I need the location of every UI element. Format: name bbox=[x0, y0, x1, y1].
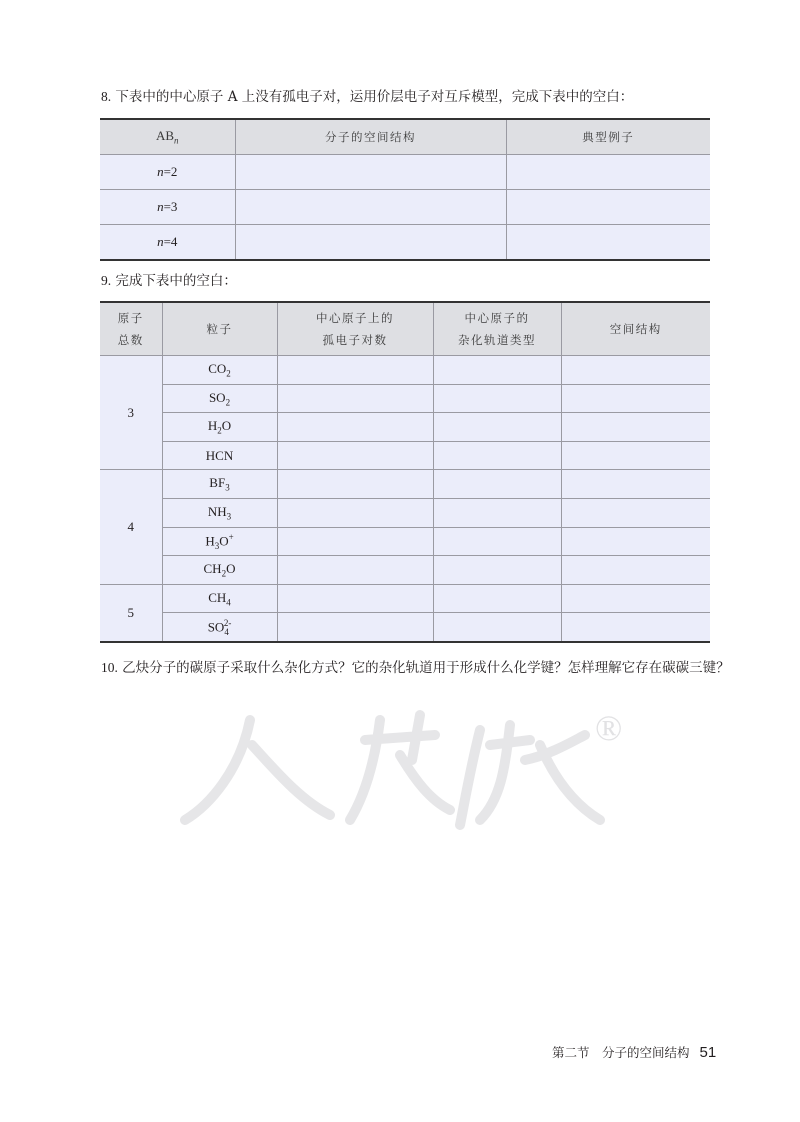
header-structure: 分子的空间结构 bbox=[235, 119, 506, 155]
header-lone-pairs: 中心原子上的 孤电子对数 bbox=[277, 302, 433, 356]
structure-cell[interactable] bbox=[235, 225, 506, 261]
table-row bbox=[100, 498, 710, 527]
shape-cell[interactable] bbox=[561, 527, 710, 556]
table-row bbox=[100, 225, 710, 261]
particle-formula: $H_3O^+$ bbox=[162, 527, 277, 556]
header-particle: 粒子 bbox=[162, 302, 277, 356]
particle-formula: $CH_4$ bbox=[162, 584, 277, 613]
lone-pairs-cell[interactable] bbox=[277, 613, 433, 642]
table-row bbox=[100, 613, 710, 642]
question-8 bbox=[101, 88, 633, 106]
shape-cell[interactable] bbox=[561, 441, 710, 470]
row-label: n=4 bbox=[100, 225, 235, 261]
example-cell[interactable] bbox=[506, 190, 710, 225]
particle-formula: $CH_2O$ bbox=[162, 556, 277, 585]
hybridization-cell[interactable] bbox=[433, 413, 561, 442]
table-row bbox=[100, 470, 710, 499]
hybridization-cell[interactable] bbox=[433, 527, 561, 556]
hybridization-cell[interactable] bbox=[433, 584, 561, 613]
shape-cell[interactable] bbox=[561, 356, 710, 385]
particle-formula: $H_2O$ bbox=[162, 413, 277, 442]
table-row bbox=[100, 190, 710, 225]
row-label: n=2 bbox=[100, 155, 235, 190]
question-8-number: 8. bbox=[101, 89, 112, 104]
shape-cell[interactable] bbox=[561, 413, 710, 442]
question-9-number: 9. bbox=[101, 273, 112, 288]
page-footer bbox=[552, 1043, 716, 1061]
footer-section: 第二节 分子的空间结构 bbox=[552, 1045, 690, 1060]
table-header-row bbox=[100, 119, 710, 155]
question-10-text: 乙炔分子的碳原子采取什么杂化方式？它的杂化轨道用于形成什么化学键？怎样理解它存在碳碳三键？ bbox=[122, 660, 730, 676]
table-row bbox=[100, 584, 710, 613]
svg-text:®: ® bbox=[595, 708, 623, 748]
header-example: 典型例子 bbox=[506, 119, 710, 155]
lone-pairs-cell[interactable] bbox=[277, 470, 433, 499]
total-atoms-cell: 5 bbox=[100, 584, 162, 642]
hybridization-cell[interactable] bbox=[433, 556, 561, 585]
header-total-atoms: 原子 总数 bbox=[100, 302, 162, 356]
hybridization-cell[interactable] bbox=[433, 441, 561, 470]
question-8-text: 下表中的中心原子 A 上没有孤电子对，运用价层电子对互斥模型，完成下表中的空白： bbox=[115, 89, 634, 105]
structure-cell[interactable] bbox=[235, 155, 506, 190]
lone-pairs-cell[interactable] bbox=[277, 413, 433, 442]
hybridization-cell[interactable] bbox=[433, 384, 561, 413]
hybridization-cell[interactable] bbox=[433, 498, 561, 527]
table-row bbox=[100, 413, 710, 442]
question-10-number: 10. bbox=[101, 660, 118, 675]
header-shape: 空间结构 bbox=[561, 302, 710, 356]
shape-cell[interactable] bbox=[561, 470, 710, 499]
particle-formula: HCN bbox=[162, 441, 277, 470]
lone-pairs-cell[interactable] bbox=[277, 556, 433, 585]
table-header-row bbox=[100, 302, 710, 356]
table-row bbox=[100, 441, 710, 470]
lone-pairs-cell[interactable] bbox=[277, 498, 433, 527]
shape-cell[interactable] bbox=[561, 584, 710, 613]
lone-pairs-cell[interactable] bbox=[277, 584, 433, 613]
table-row bbox=[100, 384, 710, 413]
particle-formula: $BF_3$ bbox=[162, 470, 277, 499]
vsepr-table bbox=[100, 118, 710, 261]
hybridization-cell[interactable] bbox=[433, 356, 561, 385]
table-row bbox=[100, 356, 710, 385]
lone-pairs-cell[interactable] bbox=[277, 441, 433, 470]
particle-formula: $NH_3$ bbox=[162, 498, 277, 527]
shape-cell[interactable] bbox=[561, 613, 710, 642]
lone-pairs-cell[interactable] bbox=[277, 527, 433, 556]
header-hybridization: 中心原子的 杂化轨道类型 bbox=[433, 302, 561, 356]
total-atoms-cell: 3 bbox=[100, 356, 162, 470]
publisher-watermark bbox=[180, 700, 640, 840]
row-label: n=3 bbox=[100, 190, 235, 225]
page-number: 51 bbox=[699, 1044, 717, 1061]
question-10 bbox=[101, 659, 730, 677]
question-9-text: 完成下表中的空白： bbox=[115, 273, 237, 289]
question-9 bbox=[101, 272, 237, 290]
shape-cell[interactable] bbox=[561, 498, 710, 527]
structure-cell[interactable] bbox=[235, 190, 506, 225]
header-formula: $AB_n$ bbox=[100, 119, 235, 155]
shape-cell[interactable] bbox=[561, 384, 710, 413]
lone-pairs-cell[interactable] bbox=[277, 384, 433, 413]
example-cell[interactable] bbox=[506, 155, 710, 190]
total-atoms-cell: 4 bbox=[100, 470, 162, 584]
example-cell[interactable] bbox=[506, 225, 710, 261]
particle-formula: $SO_4^{2-}$ bbox=[162, 613, 277, 642]
shape-cell[interactable] bbox=[561, 556, 710, 585]
hybridization-cell[interactable] bbox=[433, 470, 561, 499]
particle-formula: $SO_2$ bbox=[162, 384, 277, 413]
table-row bbox=[100, 556, 710, 585]
lone-pairs-cell[interactable] bbox=[277, 356, 433, 385]
hybridization-table bbox=[100, 301, 710, 643]
hybridization-cell[interactable] bbox=[433, 613, 561, 642]
particle-formula: $CO_2$ bbox=[162, 356, 277, 385]
table-row bbox=[100, 155, 710, 190]
table-row bbox=[100, 527, 710, 556]
